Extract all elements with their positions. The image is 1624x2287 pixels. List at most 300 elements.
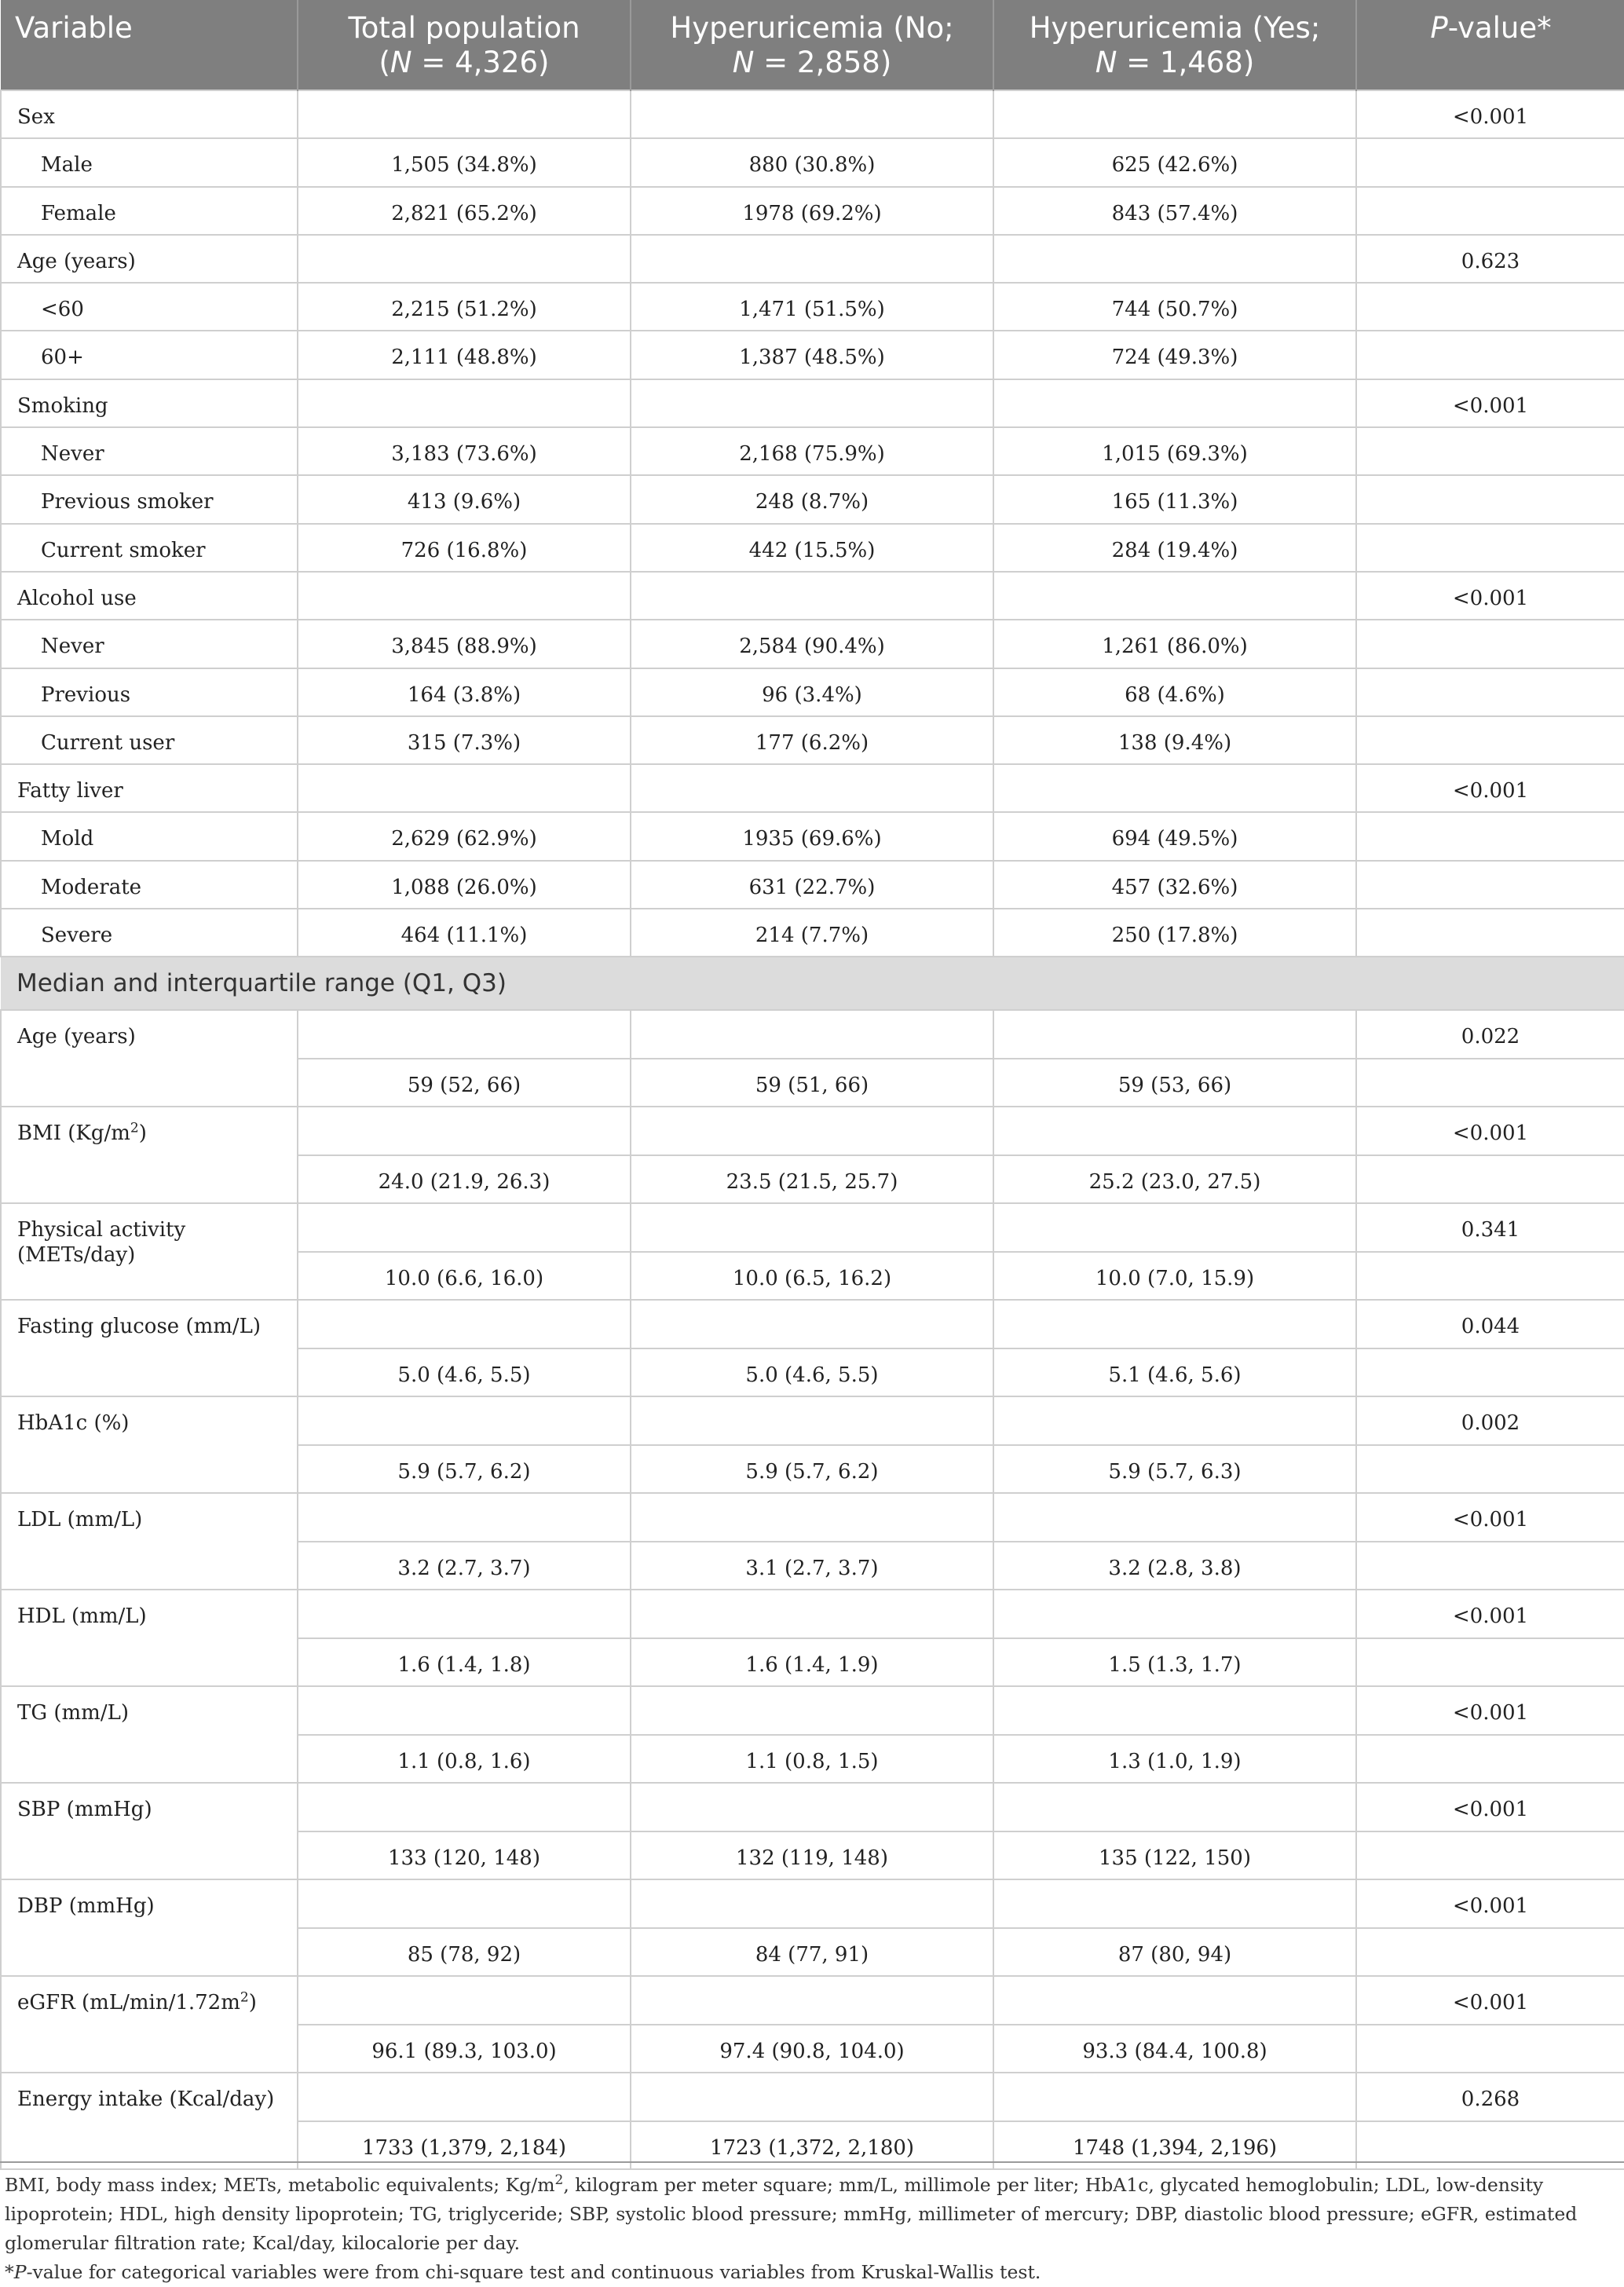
no-cell-text: 1723 (1,372, 2,180) <box>709 2135 915 2160</box>
total-cell-text: 3,183 (73.6%) <box>391 442 537 467</box>
yes-cell <box>993 1107 1356 1155</box>
total-cell <box>298 90 631 138</box>
no-cell-text: 1935 (69.6%) <box>742 827 882 851</box>
total-cell-text <box>314 1107 614 1121</box>
yes-cell-text: 694 (49.5%) <box>1111 827 1238 851</box>
p-value-cell <box>1356 668 1624 716</box>
yes-cell <box>993 1252 1356 1301</box>
total-cell-text <box>314 1204 614 1217</box>
yes-cell-text: 843 (57.4%) <box>1111 201 1238 225</box>
no-cell-text <box>647 1011 977 1024</box>
yes-cell-text: 10.0 (7.0, 15.9) <box>1095 1266 1255 1290</box>
yes-cell <box>993 138 1356 186</box>
label-main: SBP (mmHg) <box>17 1798 152 1822</box>
no-cell <box>631 331 993 379</box>
row-label <box>1 475 298 523</box>
yes-cell <box>993 909 1356 957</box>
total-cell <box>298 1590 631 1638</box>
row-label-text <box>17 1977 281 2015</box>
no-cell-text <box>647 1590 977 1604</box>
row-label <box>1 1396 298 1493</box>
p-value-cell <box>1356 1928 1624 1977</box>
label-main: HDL (mm/L) <box>17 1605 147 1629</box>
no-cell <box>631 475 993 523</box>
label-superscript: 2 <box>240 1989 249 2006</box>
row-label <box>1 1783 298 1879</box>
yes-cell <box>993 283 1356 331</box>
p-value-cell-text <box>1373 1253 1608 1266</box>
p-value-cell-text <box>1373 1832 1608 1846</box>
yes-cell-text: 1.5 (1.3, 1.7) <box>1108 1652 1242 1677</box>
yes-cell-text: 68 (4.6%) <box>1125 682 1225 707</box>
label-main: Fasting glucose (mm/L) <box>17 1315 262 1339</box>
row-label-text: Female <box>41 201 116 225</box>
total-cell-text: 464 (11.1%) <box>401 924 528 948</box>
no-cell <box>631 1155 993 1204</box>
total-cell <box>298 1493 631 1542</box>
total-cell <box>298 524 631 572</box>
table-row <box>1 812 1624 860</box>
no-cell <box>631 187 993 235</box>
p-value-cell <box>1356 2025 1624 2073</box>
no-cell-text <box>647 1397 977 1411</box>
row-label-text <box>17 1590 281 1629</box>
table-row <box>1 138 1624 186</box>
p-value-cell <box>1356 1879 1624 1928</box>
p-value-cell <box>1356 1059 1624 1107</box>
label-main: Physical activity (METs/day) <box>17 1218 186 1268</box>
yes-cell-text: 250 (17.8%) <box>1111 924 1238 948</box>
yes-cell-text <box>1010 1977 1340 1990</box>
p-value-cell <box>1356 1735 1624 1784</box>
table-row <box>1 668 1624 716</box>
table-row <box>1 764 1624 812</box>
p-value-cell-text: <0.001 <box>1452 1508 1529 1532</box>
table-row <box>1 379 1624 427</box>
no-cell <box>631 1638 993 1687</box>
no-cell <box>631 1879 993 1928</box>
yes-cell <box>993 1735 1356 1784</box>
yes-cell <box>993 1542 1356 1590</box>
p-value-cell <box>1356 1155 1624 1204</box>
p-value-cell-text <box>1373 428 1608 441</box>
p-value-cell <box>1356 1396 1624 1445</box>
total-cell-text: 2,111 (48.8%) <box>391 346 537 370</box>
table-row <box>1 1010 1624 1059</box>
row-label <box>1 1493 298 1590</box>
yes-cell <box>993 1155 1356 1204</box>
row-label-text: Alcohol use <box>17 586 137 610</box>
no-cell <box>631 1252 993 1301</box>
no-cell <box>631 1445 993 1494</box>
p-value-cell-text: <0.001 <box>1452 779 1529 803</box>
p-value-cell-text: <0.001 <box>1452 1605 1529 1629</box>
no-cell-text: 97.4 (90.8, 104.0) <box>719 2039 905 2063</box>
p-value-cell <box>1356 861 1624 909</box>
row-label <box>1 138 298 186</box>
yes-cell <box>993 620 1356 668</box>
row-label <box>1 187 298 235</box>
no-cell-text: 880 (30.8%) <box>748 153 876 177</box>
p-value-cell <box>1356 1638 1624 1687</box>
table-row <box>1 1783 1624 1831</box>
yes-cell-text <box>1010 2073 1340 2087</box>
total-cell-text: 59 (52, 66) <box>407 1073 521 1097</box>
no-cell-text: 1978 (69.2%) <box>742 201 882 225</box>
label-main: HbA1c (%) <box>17 1411 130 1436</box>
row-label <box>1 764 298 812</box>
no-cell <box>631 1203 993 1252</box>
p-value-cell-text <box>1373 476 1608 489</box>
p-value-cell-text: <0.001 <box>1452 1991 1529 2015</box>
total-cell <box>298 1010 631 1059</box>
yes-cell-text <box>1010 765 1340 778</box>
row-label-text: Previous <box>41 682 131 707</box>
p-value-cell-text <box>1373 1446 1608 1459</box>
row-label <box>1 524 298 572</box>
p-value-cell-text <box>1373 1542 1608 1556</box>
table-row <box>1 1493 1624 1542</box>
p-value-cell-text <box>1373 331 1608 345</box>
total-cell-text <box>314 1784 614 1797</box>
yes-cell <box>993 1879 1356 1928</box>
row-label-text: Current smoker <box>41 538 206 562</box>
yes-cell-text: 87 (80, 94) <box>1117 1942 1232 1967</box>
p-value-cell-text: 0.623 <box>1461 249 1520 273</box>
label-superscript: 2 <box>130 1120 139 1136</box>
total-cell <box>298 331 631 379</box>
p-value-cell-text <box>1373 2122 1608 2135</box>
total-cell-text: 5.0 (4.6, 5.5) <box>397 1363 531 1387</box>
yes-cell-text: 93.3 (84.4, 100.8) <box>1082 2039 1267 2063</box>
yes-cell <box>993 2025 1356 2073</box>
table-row <box>1 475 1624 523</box>
row-label-text: Smoking <box>17 393 108 418</box>
total-cell-text: 2,629 (62.9%) <box>391 827 537 851</box>
abbreviations-note: BMI, body mass index; METs, metabolic equivalents; $Kg/m^2$, kilogram per meter square; mm/L, millimole per liter; HbA1c, glycated hemoglobulin; LDL, low-density lipoprotein; HDL, high density lipoprotein; TG, triglyceride; SBP, systolic blood pressure; mmHg, millimeter of mercury; DBP, diastolic blood pressure; eGFR, estimated glomerular filtration rate; Kcal/day, kilocalorie per day. <box>5 2172 1578 2254</box>
yes-cell-text <box>1010 1397 1340 1411</box>
yes-cell <box>993 1010 1356 1059</box>
no-cell-text <box>647 1204 977 1217</box>
total-cell <box>298 620 631 668</box>
total-cell <box>298 1203 631 1252</box>
yes-cell <box>993 1203 1356 1252</box>
p-value-cell <box>1356 427 1624 475</box>
no-cell <box>631 379 993 427</box>
table-row <box>1 90 1624 138</box>
no-cell-text <box>647 236 977 249</box>
total-cell <box>298 861 631 909</box>
row-label-text: Moderate <box>41 875 142 899</box>
yes-cell-text <box>1010 91 1340 104</box>
total-cell <box>298 668 631 716</box>
yes-cell <box>993 187 1356 235</box>
no-cell-text <box>647 1687 977 1700</box>
no-cell-text <box>647 91 977 104</box>
row-label-text: Previous smoker <box>41 490 214 514</box>
total-cell-text <box>314 1397 614 1411</box>
no-cell <box>631 90 993 138</box>
total-cell-text: 96.1 (89.3, 103.0) <box>371 2039 557 2063</box>
p-value-cell-text <box>1373 813 1608 826</box>
no-cell-text <box>647 1977 977 1990</box>
yes-cell-text: 625 (42.6%) <box>1111 153 1238 177</box>
row-label-text <box>17 1880 281 1919</box>
no-cell <box>631 572 993 620</box>
no-cell <box>631 1976 993 2025</box>
total-cell-text: 2,821 (65.2%) <box>391 201 537 225</box>
total-cell <box>298 909 631 957</box>
no-cell <box>631 2025 993 2073</box>
p-value-cell-text <box>1373 1156 1608 1169</box>
no-cell <box>631 283 993 331</box>
yes-cell <box>993 90 1356 138</box>
yes-cell <box>993 235 1356 283</box>
yes-cell-text <box>1010 236 1340 249</box>
table-header <box>1 0 1624 90</box>
row-label-text <box>17 1107 281 1146</box>
row-label <box>1 716 298 764</box>
yes-cell-text <box>1010 1494 1340 1507</box>
p-value-cell <box>1356 812 1624 860</box>
yes-cell-text: 25.2 (23.0, 27.5) <box>1088 1169 1261 1194</box>
total-cell <box>298 1059 631 1107</box>
no-cell-text: 2,584 (90.4%) <box>739 635 885 659</box>
row-label <box>1 572 298 620</box>
row-label <box>1 668 298 716</box>
row-label-text: Sex <box>17 105 55 129</box>
p-value-cell-text <box>1373 862 1608 875</box>
p-value-cell <box>1356 716 1624 764</box>
label-suffix: ) <box>138 1122 147 1146</box>
no-cell <box>631 764 993 812</box>
total-cell-text: 413 (9.6%) <box>407 490 521 514</box>
total-cell-text: 85 (78, 92) <box>407 1942 521 1967</box>
no-cell <box>631 1831 993 1880</box>
total-cell-text <box>314 1494 614 1507</box>
row-label <box>1 1010 298 1107</box>
yes-cell-text <box>1010 1590 1340 1604</box>
label-main: BMI (Kg/m <box>17 1122 130 1146</box>
yes-cell-text: 284 (19.4%) <box>1111 538 1238 562</box>
p-value-cell-text: <0.001 <box>1452 1894 1529 1919</box>
no-cell <box>631 1010 993 1059</box>
total-cell <box>298 1831 631 1880</box>
no-cell <box>631 1059 993 1107</box>
table-row <box>1 1107 1624 1155</box>
yes-cell <box>993 812 1356 860</box>
p-value-cell <box>1356 1203 1624 1252</box>
no-cell-text <box>647 1301 977 1314</box>
p-value-cell-text: 0.341 <box>1461 1218 1520 1242</box>
yes-cell-text: 5.9 (5.7, 6.3) <box>1108 1459 1242 1484</box>
total-cell <box>298 1155 631 1204</box>
table-row <box>1 1686 1624 1735</box>
yes-cell <box>993 861 1356 909</box>
p-value-cell <box>1356 1252 1624 1301</box>
no-cell-text: 132 (119, 148) <box>736 1846 888 1870</box>
yes-cell <box>993 2073 1356 2121</box>
no-cell-text: 96 (3.4%) <box>762 682 862 707</box>
p-value-cell-text <box>1373 2025 1608 2039</box>
label-main: Energy intake (Kcal/day) <box>17 2088 275 2112</box>
total-cell-text <box>314 1590 614 1604</box>
header-hyperuricemia-no: Hyperuricemia (No; N = 2,858) <box>631 0 993 90</box>
categorical-rows <box>1 90 1624 957</box>
p-value-cell-text <box>1373 669 1608 682</box>
total-cell <box>298 427 631 475</box>
yes-cell-text: 1.3 (1.0, 1.9) <box>1108 1749 1242 1773</box>
row-label <box>1 283 298 331</box>
row-label-text: Current user <box>41 730 175 755</box>
yes-cell-text: 1,261 (86.0%) <box>1102 635 1248 659</box>
p-value-cell-text: <0.001 <box>1452 105 1529 129</box>
total-cell-text <box>314 1011 614 1024</box>
row-label <box>1 1203 298 1300</box>
yes-cell <box>993 427 1356 475</box>
total-cell <box>298 812 631 860</box>
yes-cell <box>993 1590 1356 1638</box>
total-cell <box>298 572 631 620</box>
p-value-cell-text <box>1373 284 1608 297</box>
total-cell-text: 1733 (1,379, 2,184) <box>361 2135 567 2160</box>
p-value-cell <box>1356 909 1624 957</box>
yes-cell <box>993 1300 1356 1348</box>
table-row <box>1 716 1624 764</box>
row-label <box>1 861 298 909</box>
row-label <box>1 427 298 475</box>
p-value-cell <box>1356 2073 1624 2121</box>
p-value-cell-text: 0.044 <box>1461 1315 1520 1339</box>
table-row <box>1 427 1624 475</box>
p-value-cell <box>1356 138 1624 186</box>
no-cell <box>631 138 993 186</box>
no-cell-text: 59 (51, 66) <box>755 1073 869 1097</box>
total-cell <box>298 283 631 331</box>
total-cell-text: 3.2 (2.7, 3.7) <box>397 1556 531 1580</box>
total-cell-text <box>314 573 614 586</box>
table-row <box>1 283 1624 331</box>
p-value-cell-text <box>1373 1349 1608 1363</box>
yes-cell-text <box>1010 380 1340 393</box>
label-main: TG (mm/L) <box>17 1701 129 1725</box>
table-row <box>1 187 1624 235</box>
total-cell <box>298 1686 631 1735</box>
no-cell <box>631 668 993 716</box>
yes-cell <box>993 1686 1356 1735</box>
table-row <box>1 2073 1624 2121</box>
total-cell-text <box>314 1880 614 1894</box>
p-value-cell-text <box>1373 717 1608 730</box>
row-label <box>1 2073 298 2169</box>
row-label <box>1 1590 298 1686</box>
row-label-text <box>17 1784 281 1822</box>
table-footnotes <box>0 2161 1624 2287</box>
total-cell-text: 164 (3.8%) <box>407 682 521 707</box>
total-cell-text: 2,215 (51.2%) <box>391 298 537 322</box>
row-label-text <box>17 1687 281 1725</box>
row-label-text: 60+ <box>41 346 84 370</box>
p-value-cell-text <box>1373 188 1608 201</box>
total-cell <box>298 138 631 186</box>
row-label-text: Never <box>41 442 104 467</box>
p-value-cell <box>1356 1831 1624 1880</box>
p-value-cell <box>1356 572 1624 620</box>
total-cell <box>298 1107 631 1155</box>
label-main: eGFR (mL/min/1.72m <box>17 1991 240 2015</box>
total-cell-text: 1,088 (26.0%) <box>391 875 537 899</box>
no-cell <box>631 427 993 475</box>
header-hyperuricemia-yes: Hyperuricemia (Yes; N = 1,468) <box>993 0 1356 90</box>
total-cell <box>298 379 631 427</box>
total-cell-text <box>314 380 614 393</box>
no-cell-text: 10.0 (6.5, 16.2) <box>732 1266 892 1290</box>
section-title: Median and interquartile range (Q1, Q3) <box>1 957 1624 1010</box>
total-cell <box>298 2025 631 2073</box>
row-label <box>1 331 298 379</box>
p-value-cell-text <box>1373 1929 1608 1942</box>
yes-cell <box>993 1059 1356 1107</box>
p-value-cell <box>1356 1542 1624 1590</box>
table-row <box>1 572 1624 620</box>
yes-cell <box>993 1831 1356 1880</box>
no-cell <box>631 812 993 860</box>
no-cell-text: 5.0 (4.6, 5.5) <box>745 1363 879 1387</box>
no-cell-text: 3.1 (2.7, 3.7) <box>745 1556 879 1580</box>
row-label-text <box>17 1204 281 1268</box>
no-cell-text <box>647 380 977 393</box>
table-row <box>1 331 1624 379</box>
no-cell-text: 214 (7.7%) <box>755 924 869 948</box>
no-cell-text: 631 (22.7%) <box>748 875 876 899</box>
p-value-cell <box>1356 1590 1624 1638</box>
p-value-cell-text: <0.001 <box>1452 1122 1529 1146</box>
continuous-rows <box>1 1010 1624 2169</box>
p-value-cell <box>1356 1010 1624 1059</box>
yes-cell-text: 59 (53, 66) <box>1117 1073 1232 1097</box>
no-cell-text: 1,471 (51.5%) <box>739 298 885 322</box>
total-cell-text: 1,505 (34.8%) <box>391 153 537 177</box>
no-cell-text <box>647 2073 977 2087</box>
p-value-cell <box>1356 379 1624 427</box>
table-row <box>1 1976 1624 2025</box>
total-cell-text: 5.9 (5.7, 6.2) <box>397 1459 531 1484</box>
yes-cell <box>993 572 1356 620</box>
total-cell-text: 3,845 (88.9%) <box>391 635 537 659</box>
row-label-text <box>17 2073 281 2112</box>
no-cell <box>631 1783 993 1831</box>
table-row <box>1 1203 1624 1252</box>
no-cell-text: 5.9 (5.7, 6.2) <box>745 1459 879 1484</box>
row-label <box>1 235 298 283</box>
row-label-text: Never <box>41 635 104 659</box>
p-value-cell-text: <0.001 <box>1452 393 1529 418</box>
row-label-text <box>17 1397 281 1436</box>
total-cell-text <box>314 1977 614 1990</box>
row-label <box>1 812 298 860</box>
label-suffix: ) <box>248 1991 257 2015</box>
no-cell-text <box>647 573 977 586</box>
no-cell <box>631 1300 993 1348</box>
total-cell <box>298 1928 631 1977</box>
yes-cell <box>993 331 1356 379</box>
yes-cell-text: 457 (32.6%) <box>1111 875 1238 899</box>
no-cell <box>631 1542 993 1590</box>
p-value-cell <box>1356 1107 1624 1155</box>
row-label <box>1 620 298 668</box>
row-label <box>1 1976 298 2073</box>
total-cell <box>298 1976 631 2025</box>
